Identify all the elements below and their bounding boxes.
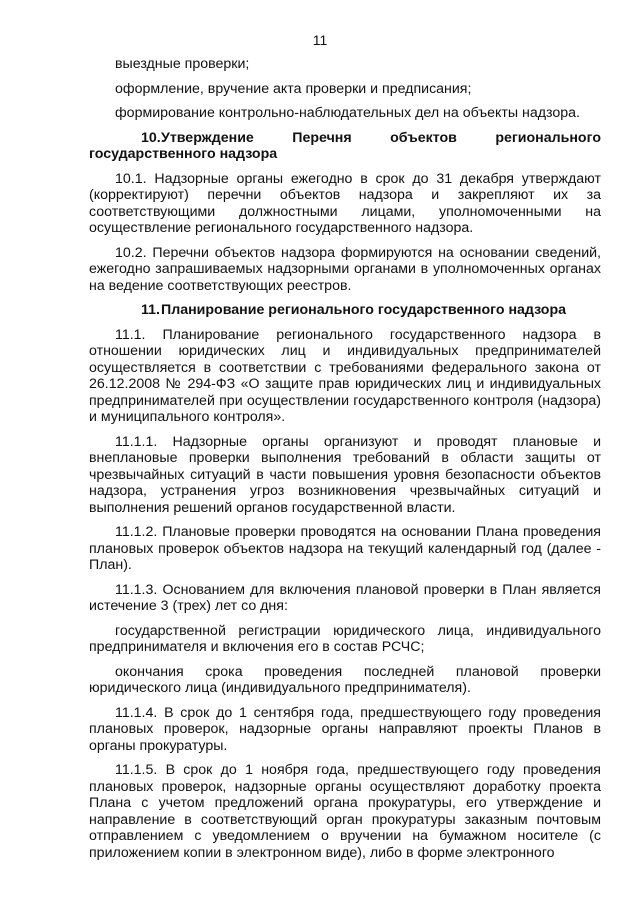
document-body (89, 56, 601, 869)
paragraph: 10.2. Перечни объектов надзора формируются на основании сведений, ежегодно запрашиваемых надзорными органами в уполномоченных органах на ведение соответствующих реестров. (89, 244, 601, 294)
list-item: оформление, вручение акта проверки и предписания; (115, 80, 472, 97)
paragraph: 10.1. Надзорные органы ежегодно в срок до 31 декабря утверждают (корректируют) перечни объектов надзора и закрепляют их за соответствующими должностными лицами, уполномоченными на осуществление регионального государственного надзора. (89, 170, 601, 236)
paragraph: 11.1.5. В срок до 1 ноября года, предшествующего году проведения плановых проверок, надзорные органы осуществляют доработку проекта Плана с учетом предложений органа прокуратуры, его утверждение и направление в соответствующий орган прокуратуры заказным почтовым отправлением с уведомлением о вручении на бумажном носителе (с приложением копии в электронном виде), либо в форме электронного (89, 762, 601, 861)
list-item: окончания срока проведения последней плановой проверки юридического лица (индивидуального предпринимателя). (89, 663, 601, 696)
paragraph: 11.1.3. Основанием для включения плановой проверки в План является истечение 3 (трех) лет со дня: (89, 581, 601, 614)
section-number: 10. (141, 129, 161, 146)
section-heading (89, 130, 601, 163)
page-number: 11 (312, 32, 328, 48)
list-item: государственной регистрации юридического лица, индивидуального предпринимателя и включения его в состав РСЧС; (89, 622, 601, 655)
paragraph: 11.1.1. Надзорные органы организуют и проводят плановые и внеплановые проверки выполнения требований в области защиты от чрезвычайных ситуаций в части повышения уровня безопасности объектов надзора, устранения угроз возникновения чрезвычайных ситуаций и выполнения решений органов государственной власти. (89, 433, 601, 516)
paragraph: 11.1. Планирование регионального государственного надзора в отношении юридических лиц и индивидуальных предпринимателей осуществляется в соответствии с требованиями федерального закона от 26.12.2008 № 294-ФЗ «О защите прав юридических лиц и индивидуальных предпринимателей при осуществлении государственного контроля (надзора) и муниципального контроля». (89, 326, 601, 425)
list-item: формирование контрольно-наблюдательных дел на объекты надзора. (115, 105, 580, 121)
section-number: 11. (141, 302, 160, 318)
paragraph: 11.1.4. В срок до 1 сентября года, предшествующего году проведения плановых проверок, надзорные органы направляют проекты Планов в органы прокуратуры. (89, 704, 601, 754)
section-heading (89, 302, 601, 319)
section-title: Планирование регионального государственного надзора (161, 302, 567, 318)
section-title: Утверждение Перечня объектов регионального государственного надзора (89, 129, 601, 162)
list-item: выездные проверки; (115, 56, 250, 72)
paragraph: 11.1.2. Плановые проверки проводятся на основании Плана проведения плановых проверок объектов надзора на текущий календарный год (далее - План). (89, 524, 601, 573)
